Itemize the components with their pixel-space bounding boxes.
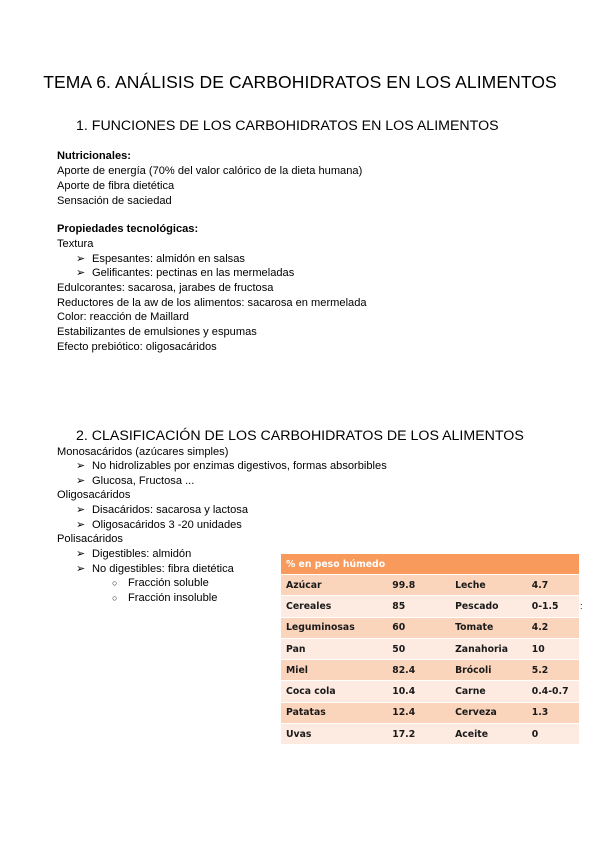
textura-label: Textura: [57, 238, 94, 250]
tecnologica-item: Edulcorantes: sacarosa, jarabes de fructosa: [57, 282, 274, 294]
table-cell: 99.8: [387, 575, 450, 596]
arrow-bullet-icon: ➢: [76, 460, 86, 472]
polisacaridos-label: Polisacáridos: [57, 533, 123, 545]
table-row: [281, 638, 579, 659]
tecnologica-item: Estabilizantes de emulsiones y espumas: [57, 326, 257, 338]
stray-mark: :: [580, 601, 583, 611]
monosacaridos-label: Monosacáridos (azúcares simples): [57, 446, 229, 458]
oligosacaridos-label: Oligosacáridos: [57, 489, 131, 501]
table-header-cell: [387, 554, 450, 575]
table-cell: 17.2: [387, 724, 450, 745]
arrow-bullet-icon: ➢: [76, 563, 86, 575]
mono-item: ➢ Glucosa, Fructosa ...: [76, 475, 195, 487]
circle-bullet-icon: ○: [112, 578, 118, 588]
carbohidratos-table: [281, 554, 579, 745]
table-row: [281, 702, 579, 723]
table-header-cell: % en peso húmedo: [281, 554, 387, 575]
table-cell: 0-1.5: [527, 596, 579, 617]
table-cell: Leche: [450, 575, 527, 596]
table-cell: Cereales: [281, 596, 387, 617]
oligo-item: ➢ Disacáridos: sacarosa y lactosa: [76, 504, 248, 516]
table-cell: 60: [387, 617, 450, 638]
table-cell: 0.4-0.7: [527, 681, 579, 702]
table-cell: Patatas: [281, 702, 387, 723]
mono-item: ➢ No hidrolizables por enzimas digestivos, formas absorbibles: [76, 460, 387, 472]
table-cell: Leguminosas: [281, 617, 387, 638]
table-cell: Aceite: [450, 724, 527, 745]
table-cell: 50: [387, 638, 450, 659]
textura-item: ➢ Espesantes: almidón en salsas: [76, 253, 245, 265]
section2-heading: 2. CLASIFICACIÓN DE LOS CARBOHIDRATOS DE LOS ALIMENTOS: [76, 428, 524, 444]
table-cell: 10: [527, 638, 579, 659]
table-row: [281, 596, 579, 617]
table-cell: 82.4: [387, 660, 450, 681]
table-cell: Carne: [450, 681, 527, 702]
table-row: [281, 575, 579, 596]
table-cell: 4.2: [527, 617, 579, 638]
arrow-bullet-icon: ➢: [76, 253, 86, 265]
table-row: [281, 617, 579, 638]
fibra-item: ○ Fracción soluble: [112, 577, 209, 589]
tecnologica-item: Efecto prebiótico: oligosacáridos: [57, 341, 217, 353]
arrow-bullet-icon: ➢: [76, 519, 86, 531]
table-row: [281, 660, 579, 681]
table-cell: 4.7: [527, 575, 579, 596]
table-cell: 1.3: [527, 702, 579, 723]
nutricional-item: Aporte de fibra dietética: [57, 180, 175, 192]
table-cell: 10.4: [387, 681, 450, 702]
table-row: [281, 724, 579, 745]
arrow-bullet-icon: ➢: [76, 267, 86, 279]
table-header-cell: [527, 554, 579, 575]
tecnologicas-label: Propiedades tecnológicas:: [57, 223, 199, 235]
nutricional-item: Aporte de energía (70% del valor calórico de la dieta humana): [57, 165, 363, 177]
fibra-item: ○ Fracción insoluble: [112, 592, 218, 604]
table-cell: Miel: [281, 660, 387, 681]
table-cell: Brócoli: [450, 660, 527, 681]
table-cell: 5.2: [527, 660, 579, 681]
arrow-bullet-icon: ➢: [76, 475, 86, 487]
table-header-row: [281, 554, 579, 575]
circle-bullet-icon: ○: [112, 593, 118, 603]
table-cell: Azúcar: [281, 575, 387, 596]
table-cell: Pan: [281, 638, 387, 659]
table-cell: 12.4: [387, 702, 450, 723]
tecnologica-item: Reductores de la aw de los alimentos: sacarosa en mermelada: [57, 297, 367, 309]
table-cell: Pescado: [450, 596, 527, 617]
table-cell: Zanahoria: [450, 638, 527, 659]
poli-item: ➢ No digestibles: fibra dietética: [76, 563, 234, 575]
table-cell: 85: [387, 596, 450, 617]
oligo-item: ➢ Oligosacáridos 3 -20 unidades: [76, 519, 242, 531]
tecnologica-item: Color: reacción de Maillard: [57, 311, 189, 323]
arrow-bullet-icon: ➢: [76, 548, 86, 560]
table-cell: Tomate: [450, 617, 527, 638]
table-cell: 0: [527, 724, 579, 745]
table-cell: Coca cola: [281, 681, 387, 702]
table-cell: Cerveza: [450, 702, 527, 723]
table-header-cell: [450, 554, 527, 575]
table-row: [281, 681, 579, 702]
section1-heading: 1. FUNCIONES DE LOS CARBOHIDRATOS EN LOS ALIMENTOS: [76, 118, 499, 134]
textura-item: ➢ Gelificantes: pectinas en las mermeladas: [76, 267, 295, 279]
poli-item: ➢ Digestibles: almidón: [76, 548, 192, 560]
nutricional-item: Sensación de saciedad: [57, 195, 172, 207]
arrow-bullet-icon: ➢: [76, 504, 86, 516]
table-cell: Uvas: [281, 724, 387, 745]
page-title: TEMA 6. ANÁLISIS DE CARBOHIDRATOS EN LOS ALIMENTOS: [43, 72, 557, 92]
nutricionales-label: Nutricionales:: [57, 150, 131, 162]
